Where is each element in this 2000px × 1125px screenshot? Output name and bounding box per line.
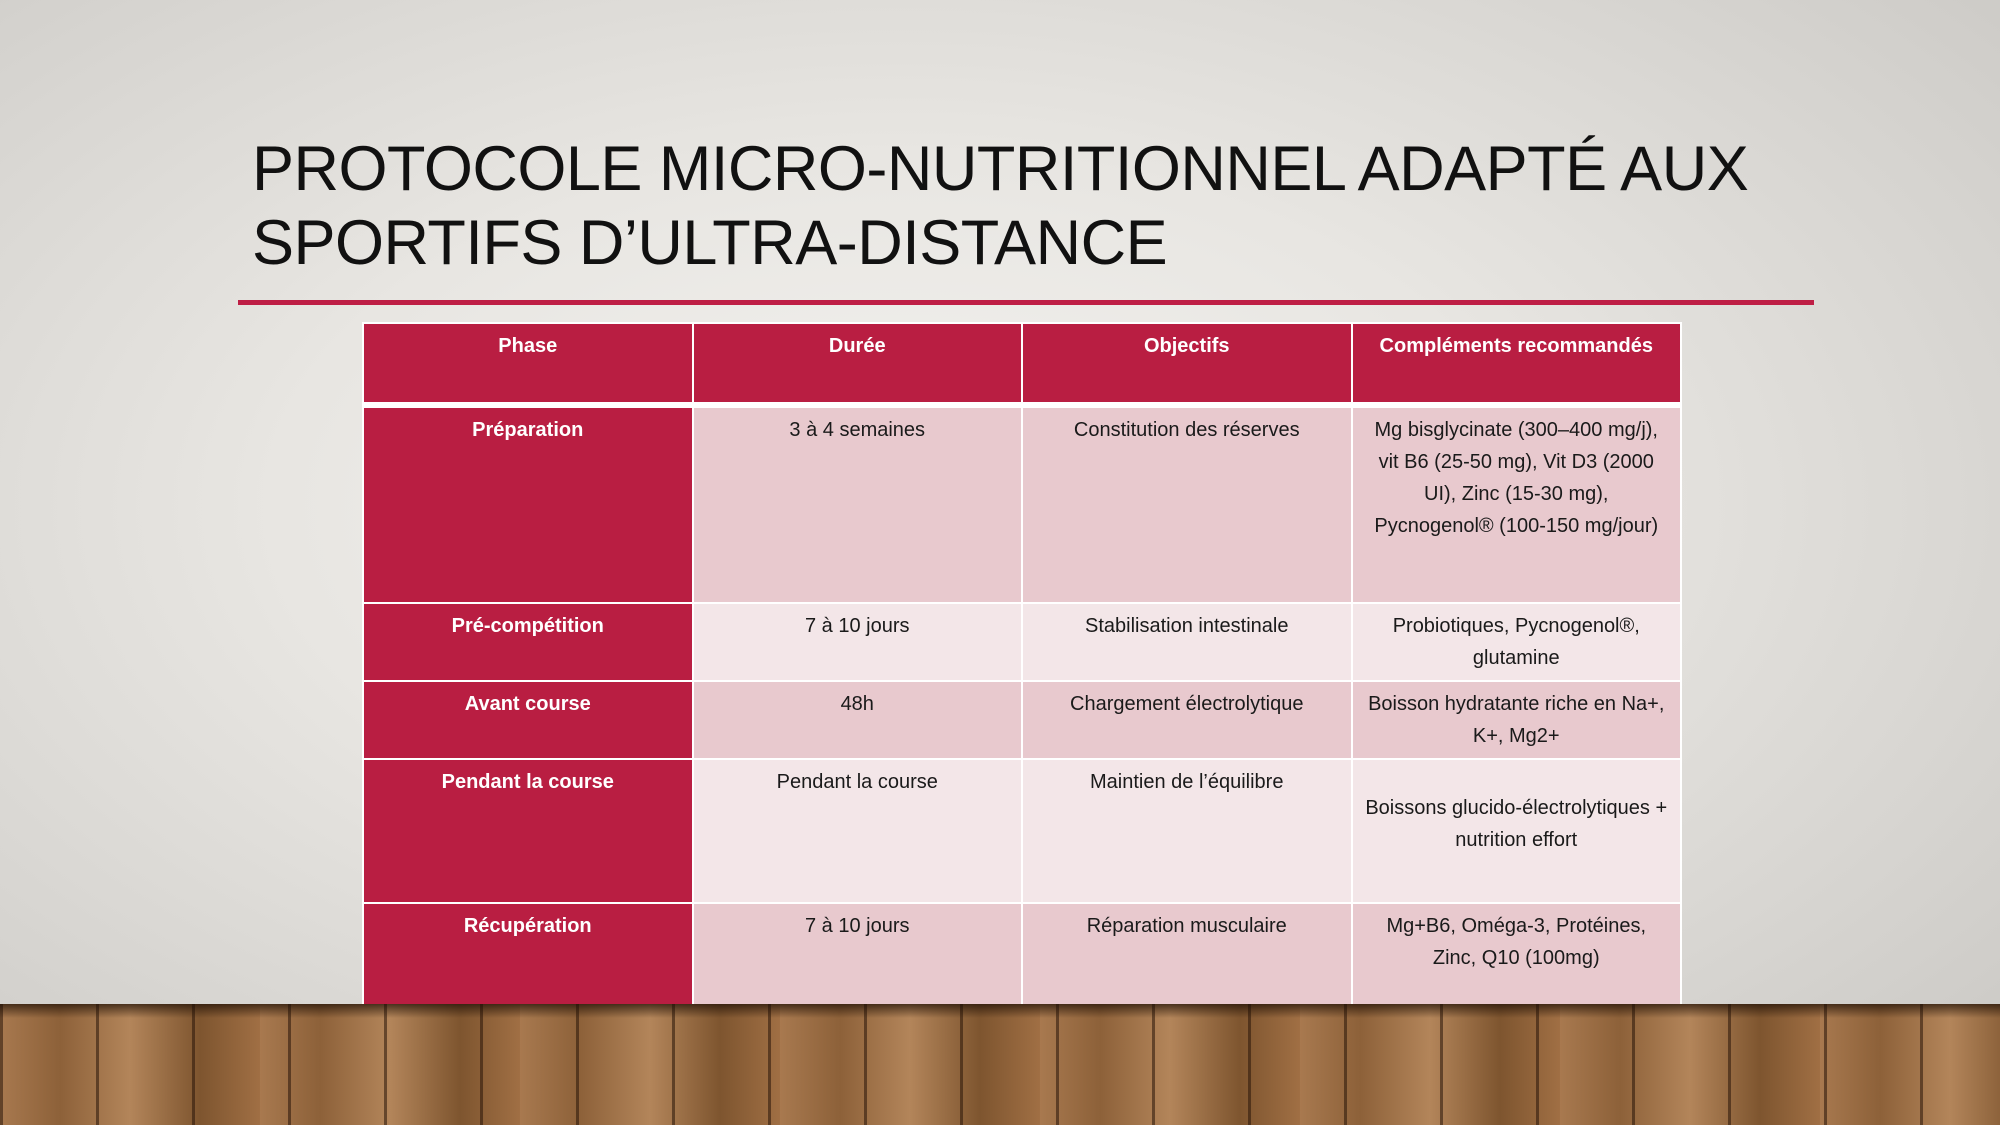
table-body (363, 405, 1681, 1021)
cell-phase: Préparation (363, 405, 693, 603)
protocol-table-container (362, 322, 1682, 1022)
header-complements: Compléments recommandés (1352, 323, 1682, 405)
wooden-floor-image (0, 1004, 2000, 1125)
header-phase: Phase (363, 323, 693, 405)
cell-phase: Récupération (363, 903, 693, 1021)
header-row (363, 323, 1681, 405)
cell-duree: 7 à 10 jours (693, 603, 1023, 681)
cell-duree: Pendant la course (693, 759, 1023, 903)
table-row (363, 681, 1681, 759)
cell-objectifs: Réparation musculaire (1022, 903, 1352, 1021)
cell-complements: Boissons glucido-électrolytiques + nutrition effort (1352, 759, 1682, 903)
cell-duree: 48h (693, 681, 1023, 759)
cell-objectifs: Chargement électrolytique (1022, 681, 1352, 759)
cell-objectifs: Stabilisation intestinale (1022, 603, 1352, 681)
table-row (363, 603, 1681, 681)
cell-complements: Probiotiques, Pycnogenol®, glutamine (1352, 603, 1682, 681)
cell-phase: Avant course (363, 681, 693, 759)
slide-title (252, 132, 1812, 280)
header-objectifs: Objectifs (1022, 323, 1352, 405)
cell-duree: 7 à 10 jours (693, 903, 1023, 1021)
cell-duree: 3 à 4 semaines (693, 405, 1023, 603)
title-underline (238, 300, 1814, 305)
table-row (363, 405, 1681, 603)
cell-complements: Mg+B6, Oméga-3, Protéines, Zinc, Q10 (100mg) (1352, 903, 1682, 1021)
protocol-table (362, 322, 1682, 1022)
slide-title-line-1: PROTOCOLE MICRO-NUTRITIONNEL ADAPTÉ AUX (252, 134, 1749, 204)
cell-complements: Mg bisglycinate (300–400 mg/j), vit B6 (25-50 mg), Vit D3 (2000 UI), Zinc (15-30 mg), Pycnogenol® (100-150 mg/jour) (1352, 405, 1682, 603)
cell-objectifs: Maintien de l’équilibre (1022, 759, 1352, 903)
cell-objectifs: Constitution des réserves (1022, 405, 1352, 603)
cell-complements: Boisson hydratante riche en Na+, K+, Mg2+ (1352, 681, 1682, 759)
table-header (363, 323, 1681, 405)
cell-phase: Pendant la course (363, 759, 693, 903)
floor-shadow (0, 1004, 2000, 1018)
table-row (363, 759, 1681, 903)
header-duree: Durée (693, 323, 1023, 405)
slide-title-line-2: SPORTIFS D’ULTRA-DISTANCE (252, 208, 1168, 278)
cell-phase: Pré-compétition (363, 603, 693, 681)
